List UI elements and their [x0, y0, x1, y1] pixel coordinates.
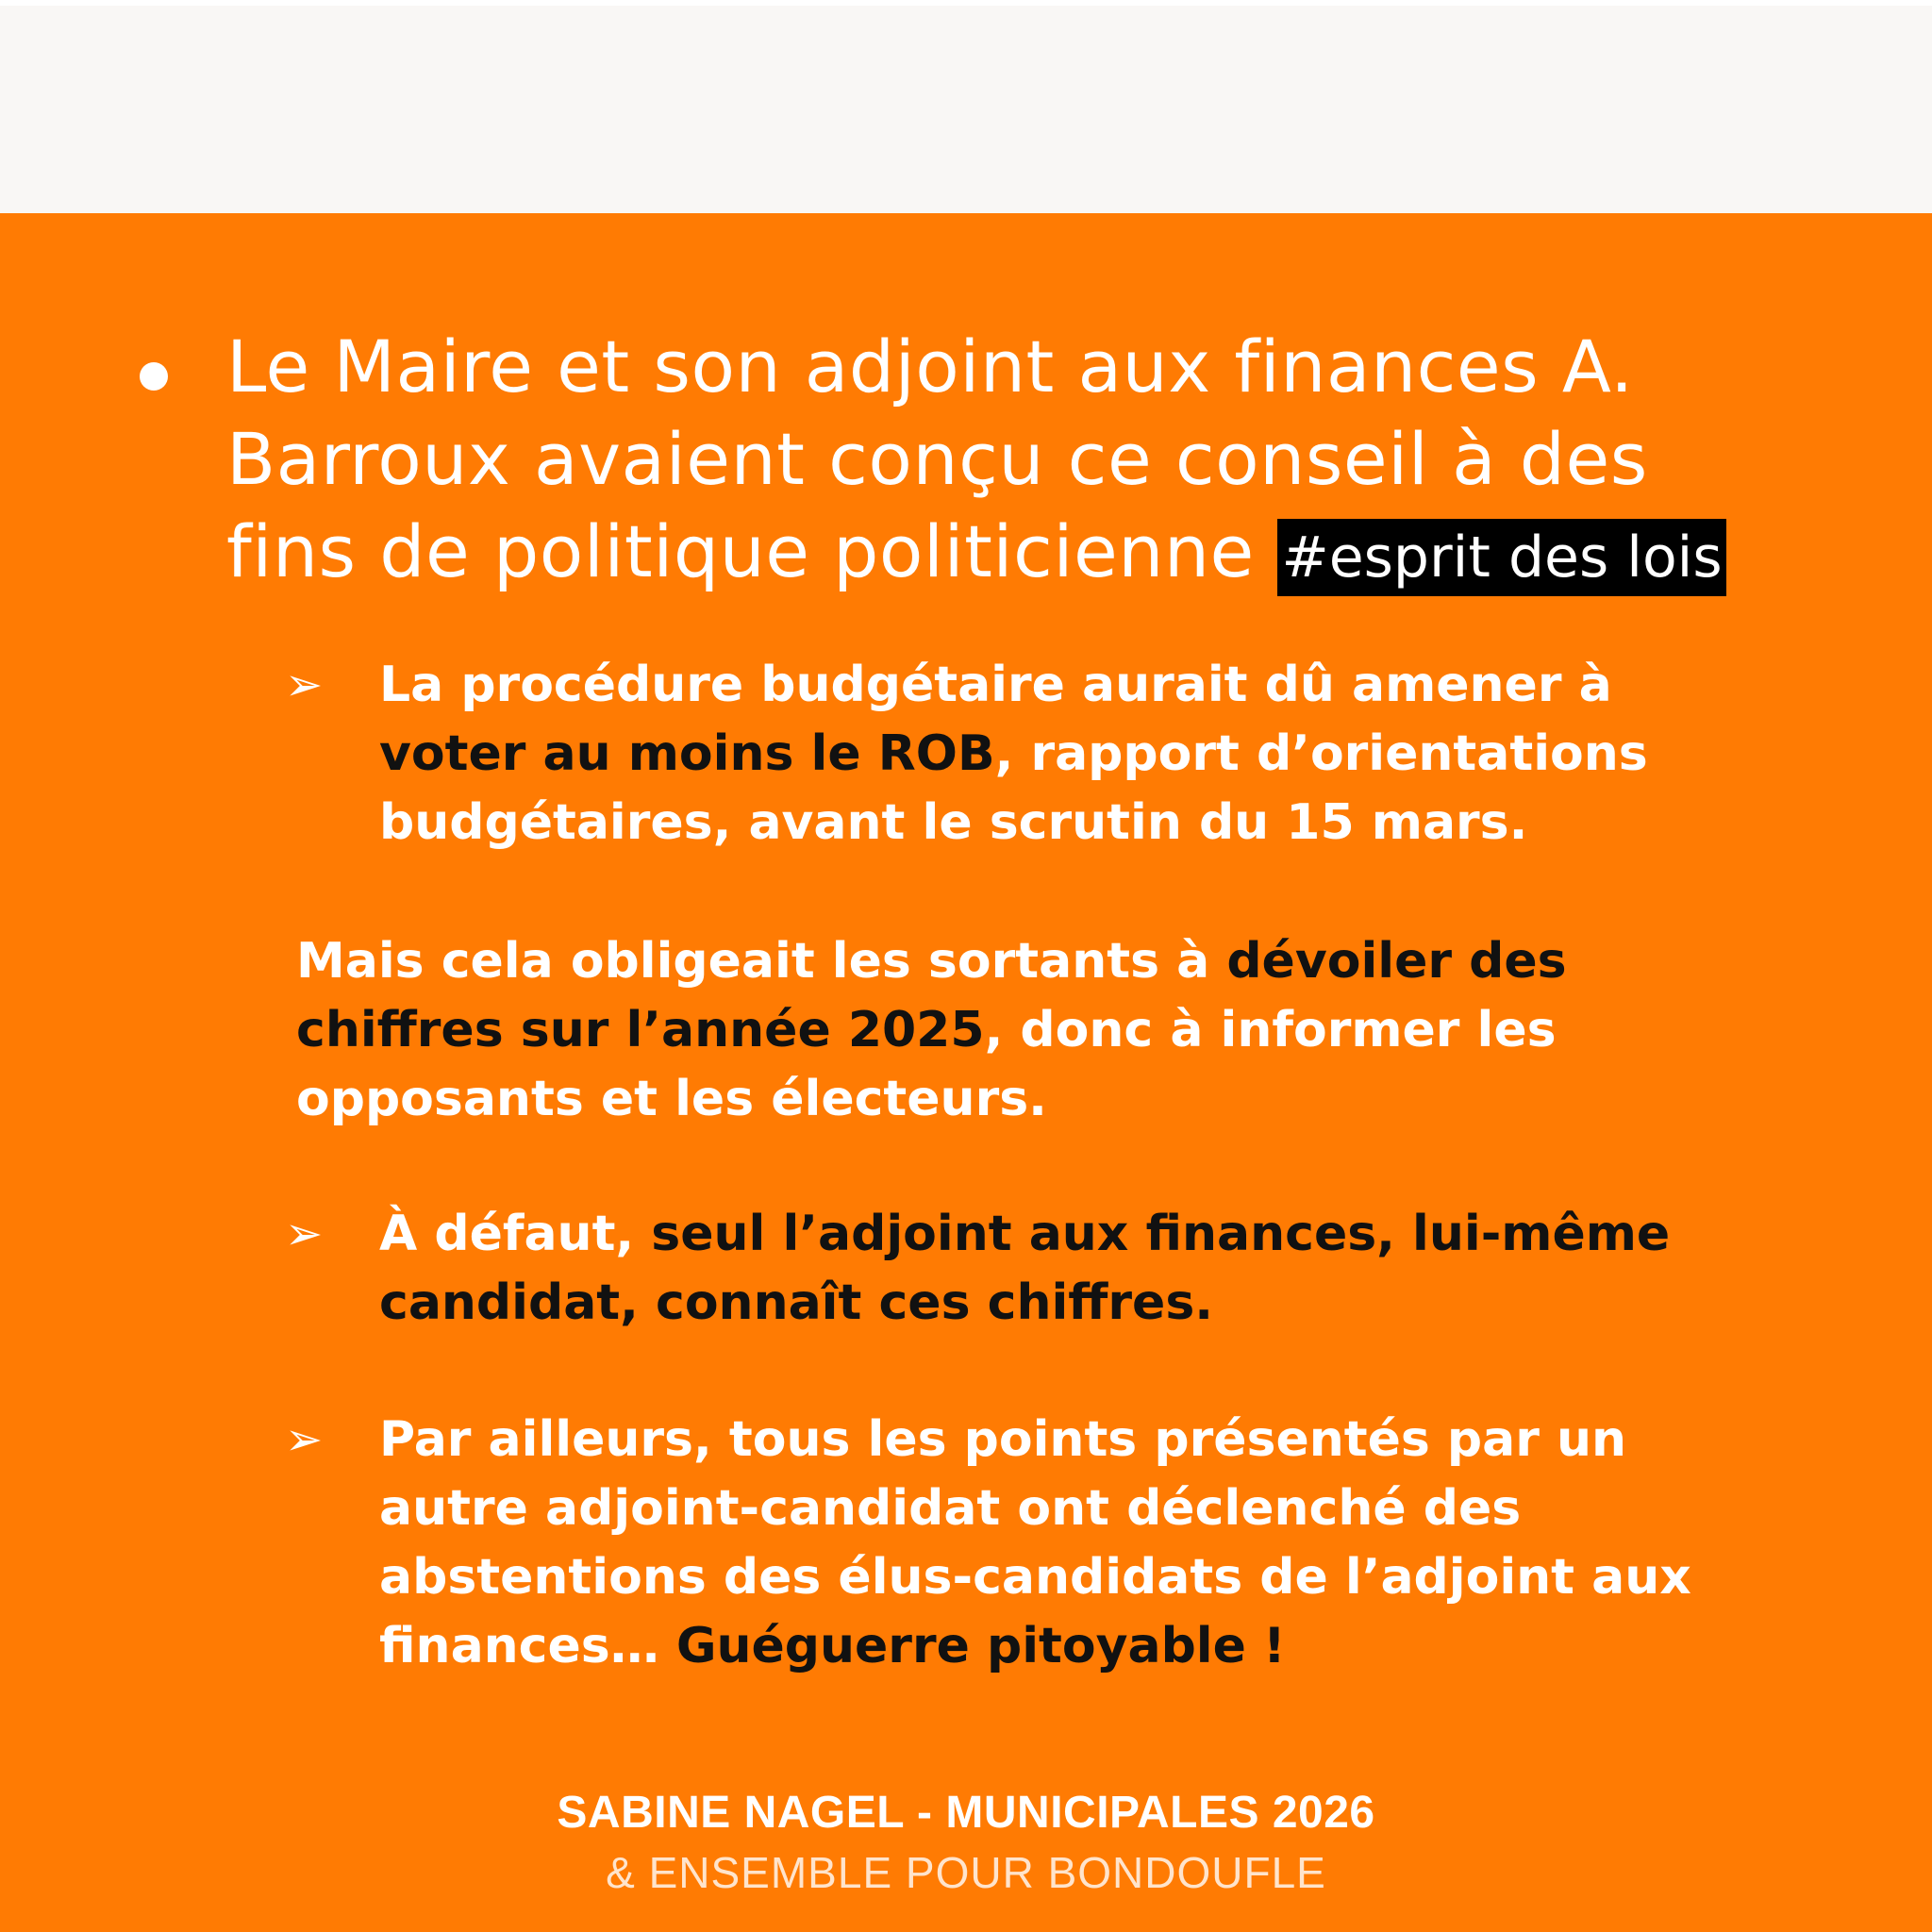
- paragraph-text-part: Mais cela obligeait les sortants à: [296, 933, 1227, 990]
- intro-text: [226, 321, 1800, 604]
- item-text-part: À défaut,: [379, 1206, 635, 1262]
- footer-title: SABINE NAGEL - MUNICIPALES 2026: [557, 1788, 1375, 1838]
- item-text-emphasis: seul l’adjoint aux finances, lui-même candidat, connaît ces chiffres.: [379, 1206, 1671, 1331]
- item-text-part: , rapport d’orientations budgétaires, avant le scrutin du 15 mars.: [379, 725, 1648, 851]
- item-text-part: Par ailleurs, tous les points présentés par un autre adjoint-candidat ont déclenché des abstentions des élus-candidats de l’adjoint aux finances…: [379, 1411, 1691, 1674]
- footer-subtitle: & ENSEMBLE POUR BONDOUFLE: [606, 1848, 1326, 1897]
- footer-signature: [0, 1783, 1932, 1902]
- paragraph-disclosure: [296, 927, 1711, 1134]
- item-text-part: La procédure budgétaire aurait dû amener à: [379, 657, 1612, 713]
- arrow-item-abstentions: [285, 1406, 1719, 1681]
- paragraph-text-emphasis: dévoiler des chiffres sur l’année 2025: [296, 933, 1567, 1058]
- item-text-emphasis: voter au moins le ROB: [379, 725, 995, 782]
- arrow-item-adjoint: [285, 1200, 1719, 1338]
- intro-statement: Le Maire et son adjoint aux finances A. Barroux avaient conçu ce conseil à des fins de politique politicienne: [226, 325, 1648, 593]
- arrowhead-icon: ➢: [285, 1208, 324, 1260]
- arrow-item-text: [379, 1200, 1719, 1338]
- arrow-item-rob: [285, 651, 1719, 858]
- top-band: [0, 0, 1932, 213]
- intro-bullet: [140, 321, 1800, 604]
- paragraph-text-part: , donc à informer les opposants et les électeurs.: [296, 1002, 1557, 1127]
- arrowhead-icon: ➢: [285, 658, 324, 711]
- item-text-emphasis: Guéguerre pitoyable !: [675, 1618, 1286, 1674]
- hashtag-label: #esprit des lois: [1277, 519, 1725, 596]
- arrowhead-icon: ➢: [285, 1413, 324, 1466]
- arrow-item-text: [379, 651, 1719, 858]
- bullet-dot-icon: [140, 362, 168, 391]
- arrow-item-text: [379, 1406, 1719, 1681]
